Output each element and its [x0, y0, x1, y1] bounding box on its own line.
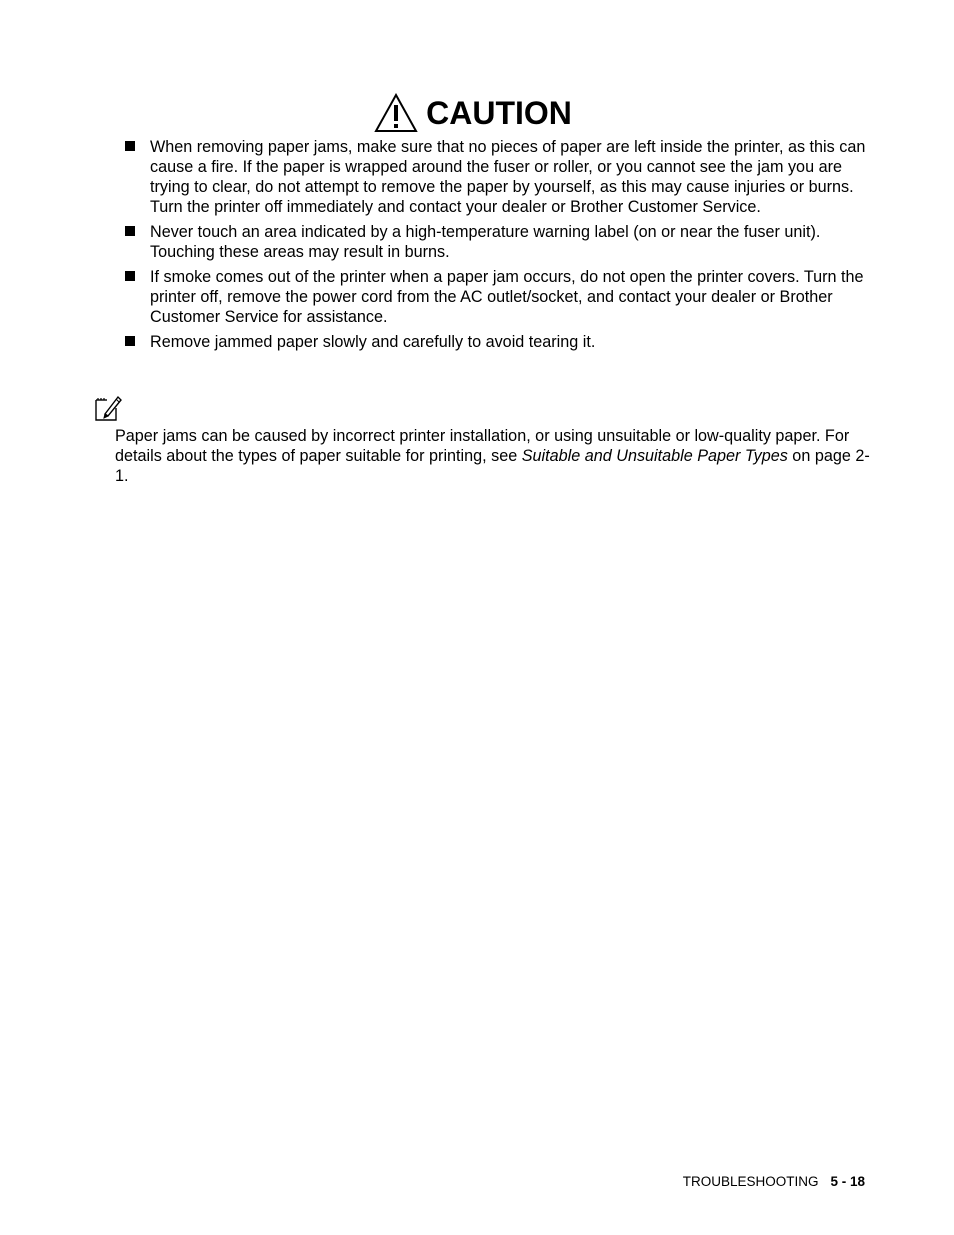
bullet-square-icon	[125, 226, 135, 236]
caution-title: CAUTION	[426, 95, 572, 131]
cross-reference-link[interactable]: Suitable and Unsuitable Paper Types	[521, 447, 788, 465]
caution-item	[124, 222, 874, 262]
note-text-after: on page 2-1.	[115, 447, 870, 485]
warning-triangle-icon	[374, 93, 418, 133]
bullet-square-icon	[125, 271, 135, 281]
footer-section: TROUBLESHOOTING	[682, 1174, 819, 1189]
note-text	[115, 426, 875, 486]
caution-list	[124, 137, 874, 357]
caution-item-text: If smoke comes out of the printer when a paper jam occurs, do not open the printer covers. Turn the printer off, remove the power cord from the AC outlet/socket, and contact your dealer or Brother Customer Service for assistance.	[150, 268, 864, 326]
note-pencil-icon	[93, 394, 123, 422]
bullet-square-icon	[125, 141, 135, 151]
page-footer	[683, 1174, 865, 1190]
caution-item	[124, 332, 874, 352]
bullet-square-icon	[125, 336, 135, 346]
note-text-before: Paper jams can be caused by incorrect printer installation, or using unsuitable or low-quality paper. For details about the types of paper suitable for printing, see	[115, 427, 850, 465]
caution-item	[124, 137, 874, 217]
caution-item-text: Never touch an area indicated by a high-temperature warning label (on or near the fuser unit). Touching these areas may result in burns.	[150, 223, 821, 261]
caution-heading	[0, 92, 954, 134]
caution-item-text: Remove jammed paper slowly and carefully to avoid tearing it.	[150, 333, 596, 351]
caution-item-text: When removing paper jams, make sure that no pieces of paper are left inside the printer, as this can cause a fire. If the paper is wrapped around the fuser or roller, or you cannot see the jam you are trying to clear, do not attempt to remove the paper by yourself, as this may cause injuries or burns. Turn the printer off immediately and contact your dealer or Brother Customer Service.	[150, 138, 866, 216]
caution-item	[124, 267, 874, 327]
footer-page-number: 5 - 18	[830, 1174, 865, 1189]
